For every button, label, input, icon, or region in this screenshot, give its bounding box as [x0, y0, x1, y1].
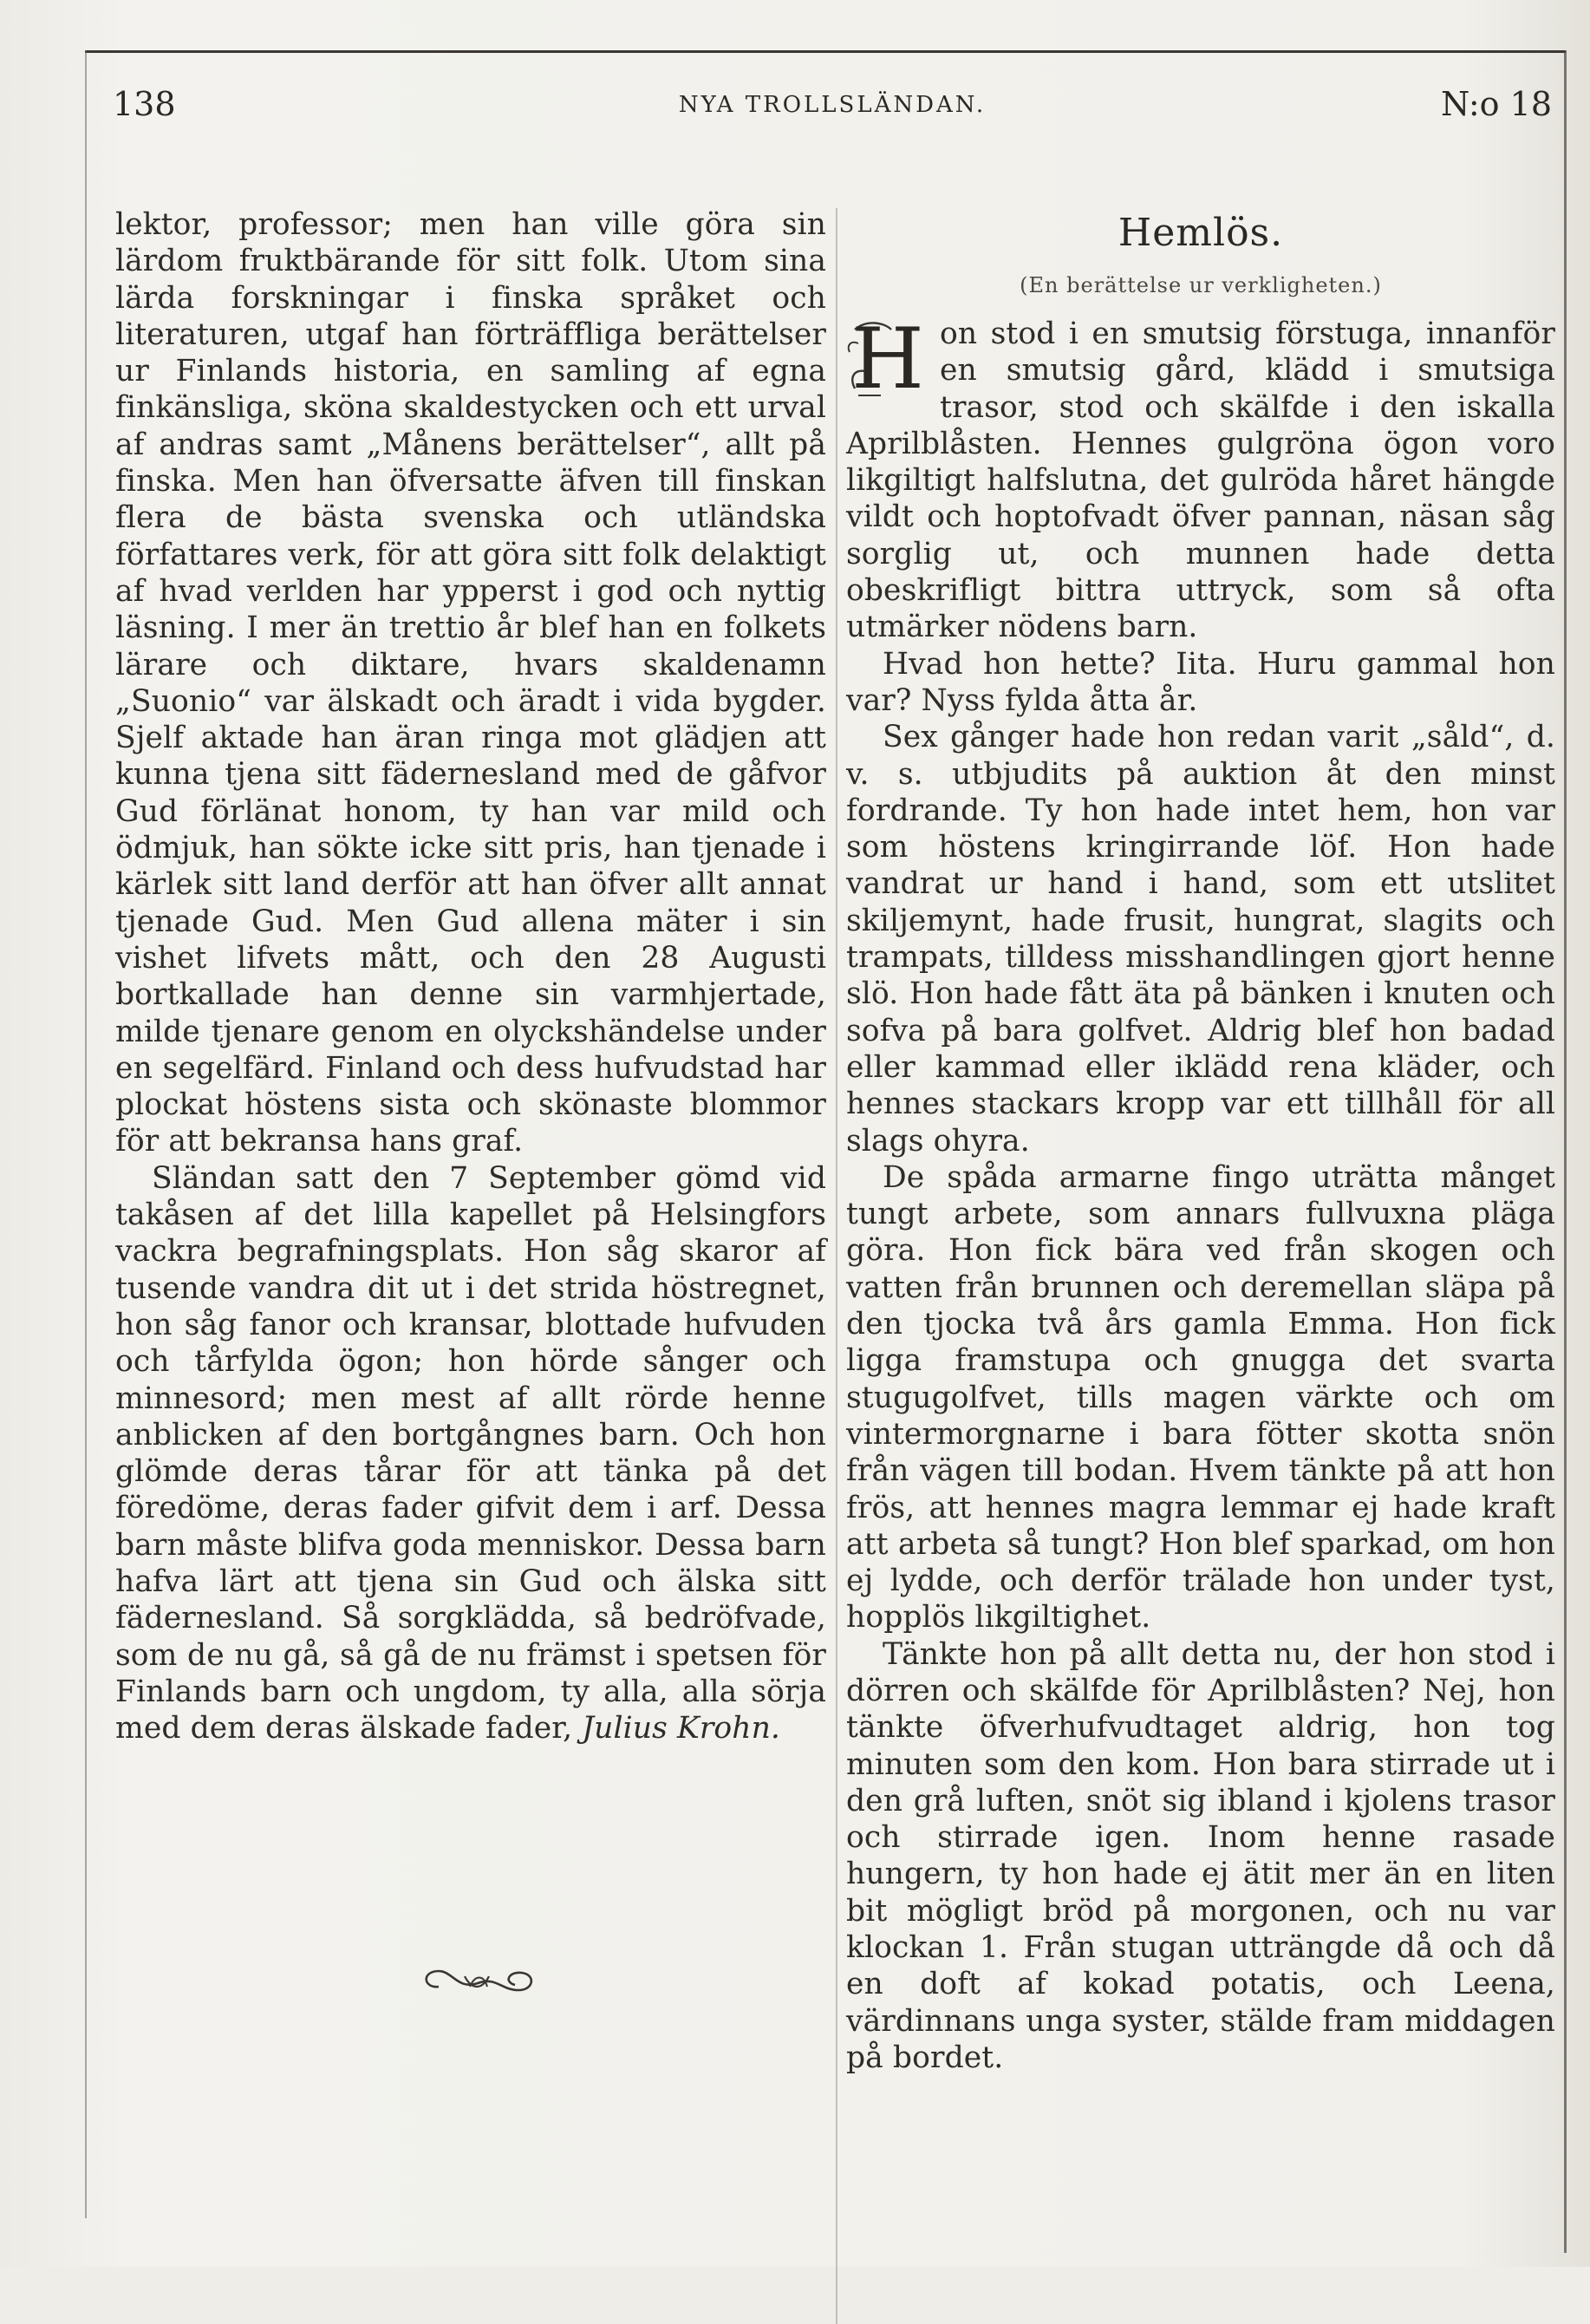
first-paragraph-text: on stod i en smutsig förstuga, innanför en smutsig gård, klädd i smutsiga trasor, stod och skälfde i den iskalla Aprilblåsten. Hennes gulgröna ögon voro likgiltigt halfslutna, det gulröda håret hängde vildt och hoptofvadt öfver pannan, näsan såg sorglig ut, och munnen hade detta obeskrifligt bittra uttryck, som så ofta utmärker nödens barn. — [846, 317, 1555, 645]
first-paragraph — [846, 310, 1555, 646]
right-paragraph-2: Hvad hon hette? Iita. Huru gammal hon var? Nyss fylda åtta år. — [846, 646, 1555, 718]
dropcap-ornament-icon — [846, 310, 929, 408]
left-column — [115, 206, 826, 1746]
page-header — [113, 85, 1552, 128]
right-paragraph-4: De spåda armarne fingo uträtta månget tungt arbete, som annars fullvuxna pläga göra. Hon fick bära ved från skogen och vatten från brunnen och deremellan släpa på den tjocka två års gamla Emma. Hon fick ligga framstupa och gnugga det svarta stugugolfvet, tills magen värkte och om vintermorgnarne i bara fötter skotta snön från vägen till bodan. Hvem tänkte på att hon frös, att hennes magra lemmar ej hade kraft att arbeta så tungt? Hon blef sparkad, om hon ej lydde, och derför trälade hon under tyst, hopplös likgiltighet. — [846, 1159, 1555, 1635]
ornament-flourish-icon — [413, 1955, 543, 2007]
left-paragraph-1: lektor, professor; men han ville göra sin lärdom fruktbärande för sitt folk. Utom sina lärda forskningar i finska språket och literaturen, utgaf han förträffliga berättelser ur Finlands historia, en samling af egna finkänsliga, sköna skaldestycken och ett urval af andras samt „Månens berättelser“, allt på finska. Men han öfversatte äfven till finskan flera de bästa svenska och utländska författares verk, för att göra sitt folk delaktigt af hvad verlden har ypperst i god och nyttig läsning. I mer än trettio år blef han en folkets lärare och diktare, hvars skaldenamn „Suonio“ var älskadt och äradt i vida bygder. Sjelf aktade han äran ringa mot glädjen att kunna tjena sitt fädernesland med de gåfvor Gud förlänat honom, ty han var mild och ödmjuk, han sökte icke sitt pris, han tjenade i kärlek sitt land derför att han öfver allt annat tjenade Gud. Men Gud allena mäter i sin vishet lifvets mått, och den 28 Augusti bortkallade han denne sin varmhjertade, milde tjenare genom en olyckshändelse under en segelfärd. Finland och dess hufvudstad har plockat höstens sista och skönaste blommor för att bekransa hans graf. — [115, 207, 826, 1159]
dropcap-letter: H — [851, 310, 924, 408]
page-number: 138 — [113, 85, 176, 123]
left-paragraph-2-text: Sländan satt den 7 September gömd vid takåsen af det lilla kapellet på Helsingfors vackra begrafningsplats. Hon såg skaror af tusende vandra dit ut i det strida höstregnet, hon såg fanor och kransar, blottade hufvuden och tårfylda ögon; hon hörde sånger och minnesord; men mest af allt rörde henne anblicken af den bortgångnes barn. Och hon glömde deras tårar för att tänka på det föredöme, deras fader gifvit dem i arf. Dessa barn måste blifva goda menniskor. Dessa barn hafva lärt att tjena sin Gud och älska sitt fädernesland. Så sorgklädda, så bedröfvade, som de nu gå, så gå de nu främst i spetsen för Finlands barn och ungdom, ty alla, alla sörja med dem deras älskade fader, — [115, 1160, 826, 1746]
left-margin-line — [85, 50, 87, 2218]
issue-number: N:o 18 — [1440, 85, 1552, 123]
left-paragraph-2 — [115, 1160, 826, 1747]
right-paragraph-5: Tänkte hon på allt detta nu, der hon stod i dörren och skälfde för Aprilblåsten? Nej, hon tänkte öfverhufvudtaget aldrig, hon tog minuten som den kom. Hon bara stirrade ut i den grå luften, snöt sig ibland i kjolens trasor och stirrade igen. Inom henne rasade hungern, ty hon hade ej ätit mer än en liten bit mögligt bröd på morgonen, och nu var klockan 1. Från stugan utträngde då och då en doft af kokad potatis, och Leena, värdinnans unga syster, stälde fram middagen på bordet. — [846, 1636, 1555, 2075]
right-column — [846, 206, 1555, 2076]
article-subtitle: (En berättelse ur verkligheten.) — [1020, 273, 1382, 297]
right-paragraph-3: Sex gånger hade hon redan varit „såld“, d. v. s. utbjudits på auktion åt den minst fordrande. Ty hon hade intet hem, hon var som höstens kringirrande löf. Hon hade vandrat ur hand i hand, som ett utslitet skiljemynt, hade frusit, hungrat, slagits och trampats, tilldess misshandlingen gjort henne slö. Hon hade fått äta på bänken i knuten och sofva på bara golfvet. Aldrig blef hon badad eller kammad eller iklädd rena kläder, och hennes stackars kropp var ett tillhåll för all slags ohyra. — [846, 720, 1555, 1159]
author-signature: Julius Krohn. — [582, 1711, 780, 1746]
article-title: Hemlös. — [1118, 211, 1284, 255]
running-title: NYA TROLLSLÄNDAN. — [678, 92, 987, 118]
column-divider — [836, 208, 837, 2324]
right-margin-line — [1564, 50, 1567, 2253]
top-rule — [85, 50, 1566, 53]
